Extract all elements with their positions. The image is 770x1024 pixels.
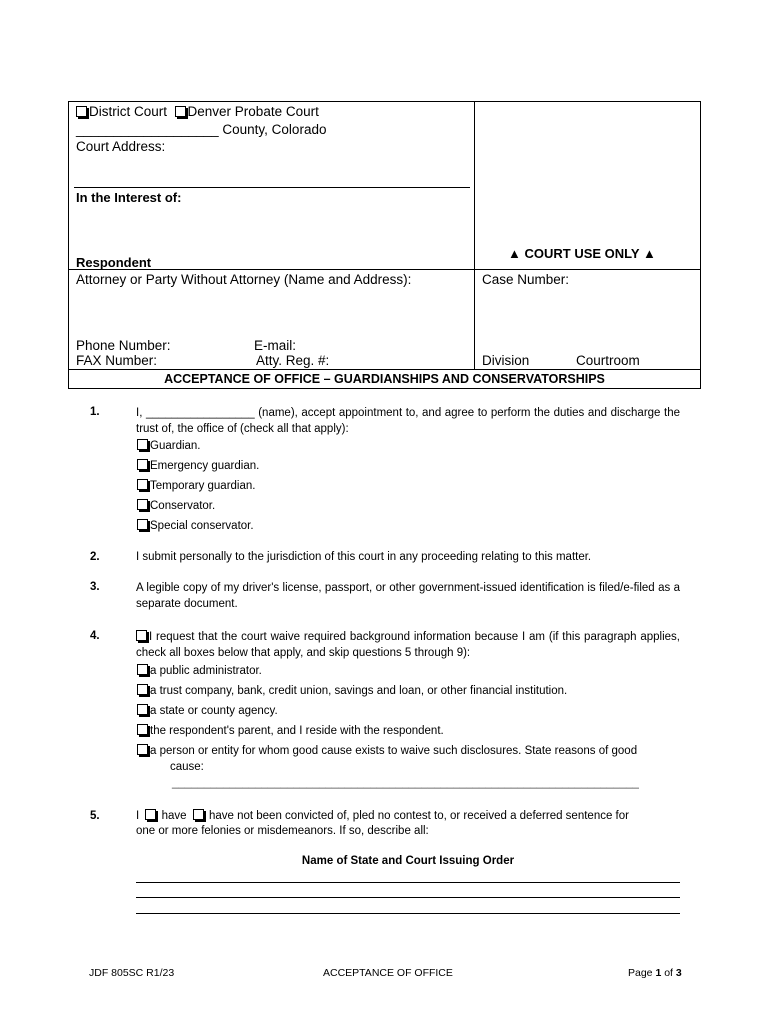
temporary-guardian-checkbox[interactable]: [137, 479, 148, 490]
page-of: of: [661, 967, 676, 979]
item-number: 4.: [90, 630, 100, 642]
item-5-i: I: [136, 810, 140, 822]
denver-probate-checkbox[interactable]: [175, 106, 186, 117]
item-5-line1: [136, 809, 629, 822]
courtroom-label: Courtroom: [576, 353, 640, 368]
page-total: 3: [675, 967, 682, 979]
option-good-cause: [137, 744, 637, 757]
item-number: 2.: [90, 551, 100, 563]
option-label: Guardian.: [150, 440, 201, 452]
emergency-guardian-checkbox[interactable]: [137, 459, 148, 470]
waive-background-checkbox[interactable]: [136, 630, 147, 641]
caption-rule-title: [68, 369, 701, 370]
denver-probate-label: Denver Probate Court: [187, 104, 319, 119]
guardian-checkbox[interactable]: [137, 439, 148, 450]
option-label: a state or county agency.: [150, 705, 278, 717]
respondent-label: Respondent: [76, 255, 152, 270]
district-court-label: District Court: [89, 104, 168, 119]
item-5-rest: have not been convicted of, pled no contest to, or received a deferred sentence for: [208, 810, 629, 822]
item-number: 1.: [90, 406, 100, 418]
option-label: a public administrator.: [150, 665, 262, 677]
option-label: Conservator.: [150, 500, 216, 512]
option-financial-institution: [137, 684, 567, 697]
option-agency: [137, 704, 278, 717]
footer-center: ACCEPTANCE OF OFFICE: [323, 967, 453, 979]
attorney-label: Attorney or Party Without Attorney (Name and Address):: [76, 272, 412, 287]
option-label: Special conservator.: [150, 520, 254, 532]
atty-reg-label: Atty. Reg. #:: [256, 353, 330, 368]
in-interest-label: In the Interest of:: [76, 190, 182, 205]
division-label: Division: [482, 353, 530, 368]
county-line: ___________________ County, Colorado: [76, 122, 327, 137]
option-label: Temporary guardian.: [150, 480, 256, 492]
page-number: 1: [655, 967, 662, 979]
option-label: a trust company, bank, credit union, savings and loan, or other financial institution.: [150, 685, 568, 697]
triangle-up-icon: ▲: [642, 246, 656, 261]
caption-divider: [474, 101, 475, 370]
court-use-only-label: COURT USE ONLY: [524, 246, 640, 261]
option-guardian: [137, 439, 201, 452]
fax-label: FAX Number:: [76, 353, 158, 368]
item-4-text: [136, 629, 680, 661]
court-type-line: [76, 104, 319, 119]
table-rule: [136, 882, 680, 883]
option-public-administrator: [137, 664, 262, 677]
conservator-checkbox[interactable]: [137, 499, 148, 510]
table-heading: Name of State and Court Issuing Order: [301, 855, 515, 867]
item-3-text: A legible copy of my driver's license, passport, or other government-issued identification is filed/e-filed as a separate document.: [136, 582, 680, 610]
public-administrator-checkbox[interactable]: [137, 664, 148, 675]
footer-page: [628, 967, 682, 979]
good-cause-checkbox[interactable]: [137, 744, 148, 755]
court-address-label: Court Address:: [76, 139, 166, 154]
item-1-text: I, _________________ (name), accept appointment to, and agree to perform the duties and discharge the trust of, the office of (check all that apply):: [136, 407, 680, 435]
have-checkbox[interactable]: [145, 809, 156, 820]
parent-checkbox[interactable]: [137, 724, 148, 735]
table-rule: [136, 897, 680, 898]
item-number: 3.: [90, 581, 100, 593]
financial-institution-checkbox[interactable]: [137, 684, 148, 695]
case-number-label: Case Number:: [482, 272, 570, 287]
triangle-up-icon: ▲: [508, 246, 521, 261]
item-4-label: I request that the court waive required background information because I am (if this paragraph applies, check all boxes below that apply, and skip questions 5 through 9):: [136, 631, 680, 659]
table-rule: [136, 913, 680, 914]
page-prefix: Page: [628, 967, 656, 979]
special-conservator-checkbox[interactable]: [137, 519, 148, 530]
item-2-text: I submit personally to the jurisdiction of this court in any proceeding relating to this matter.: [136, 551, 592, 563]
email-label: E-mail:: [254, 338, 297, 353]
caption-rule-respondent: [68, 269, 701, 270]
have-not-checkbox[interactable]: [193, 809, 204, 820]
item-number: 5.: [90, 810, 100, 822]
option-special-conservator: [137, 519, 254, 532]
agency-checkbox[interactable]: [137, 704, 148, 715]
option-parent: [137, 724, 444, 737]
item-5-line2: one or more felonies or misdemeanors. If so, describe all:: [136, 825, 429, 837]
option-temporary-guardian: [137, 479, 255, 492]
option-label: a person or entity for whom good cause exists to waive such disclosures. State reasons of good: [150, 745, 638, 757]
caption-rule-interest: [74, 187, 470, 188]
item-5-have: have: [161, 810, 187, 822]
footer-form-id: JDF 805SC R1/23: [89, 967, 175, 979]
option-emergency-guardian: [137, 459, 259, 472]
option-label: Emergency guardian.: [150, 460, 260, 472]
district-court-checkbox[interactable]: [76, 106, 87, 117]
good-cause-input-line[interactable]: _________________________________________________________________________: [172, 777, 639, 789]
option-conservator: [137, 499, 215, 512]
court-use-only: [508, 246, 656, 261]
phone-label: Phone Number:: [76, 338, 171, 353]
good-cause-label: cause:: [170, 761, 204, 773]
form-title: ACCEPTANCE OF OFFICE – GUARDIANSHIPS AND CONSERVATORSHIPS: [164, 372, 605, 386]
option-label: the respondent's parent, and I reside with the respondent.: [150, 725, 444, 737]
